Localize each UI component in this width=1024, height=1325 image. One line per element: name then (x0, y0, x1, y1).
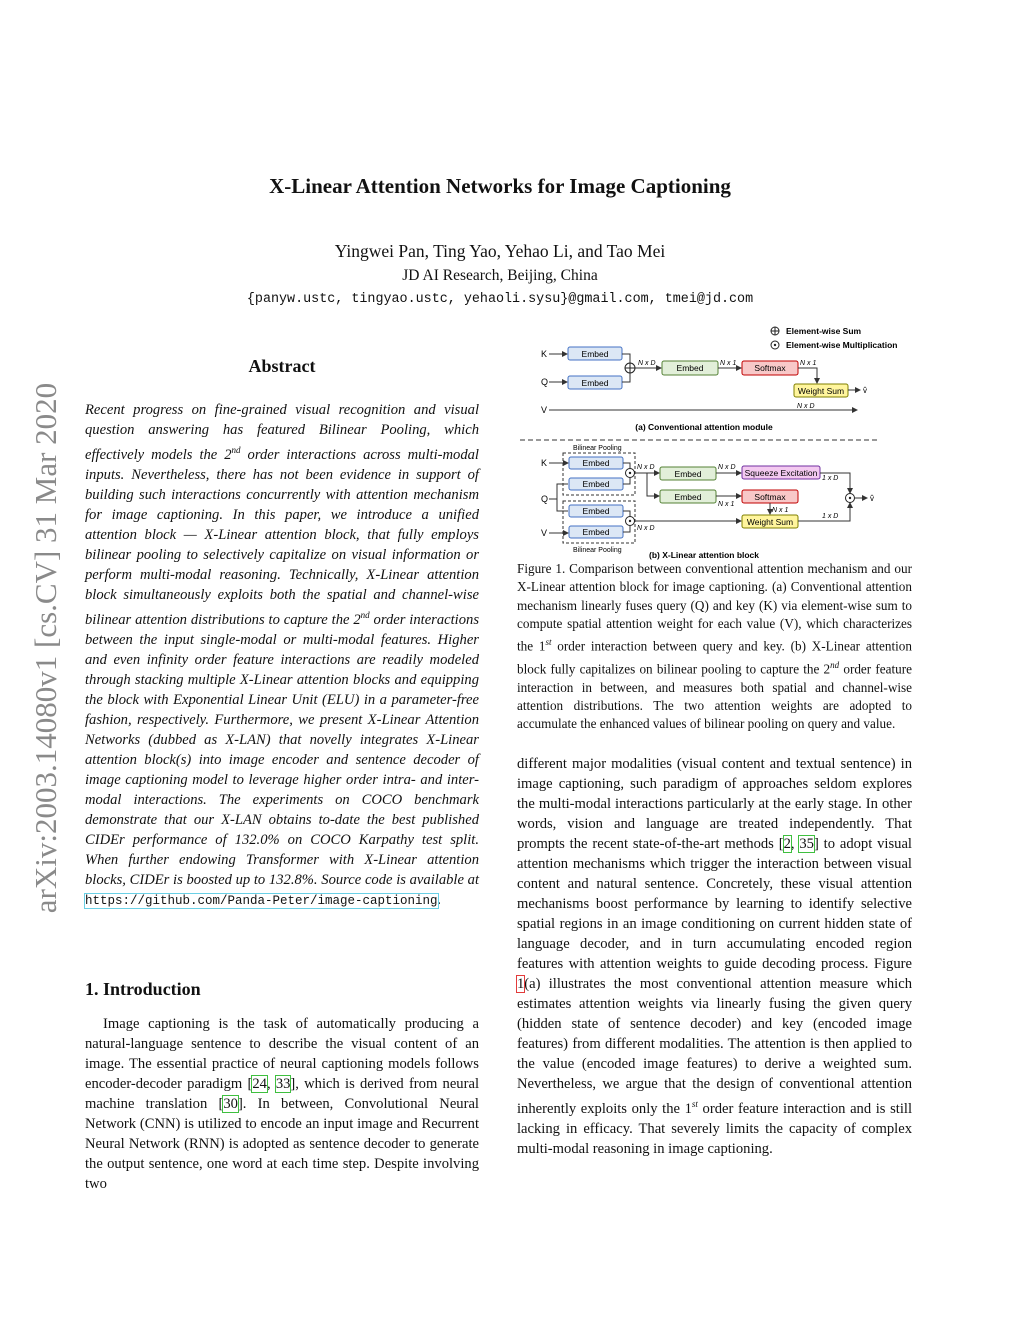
input-label-k: K (541, 458, 548, 468)
abstract-text: order interactions between the input single-modal or multi-modal features. Higher and even infinity order feature interactions are readily modeled through stacking multiple X-Linear attention blocks and equipping the block with Exponential Linear Unit (ELU) in a parameter-free fashion, respectively. Furthermore, we present X-Linear Attention Networks (dubbed as X-LAN) that novelly integrates X-Linear attention block(s) into image encoder and sentence decoder of image captioning model to leverage higher order intra- and inter-modal interactions. The experiments on COCO benchmark demonstrate that our X-LAN obtains to-date the best published CIDEr performance of 132.0% on COCO Karpathy test split. When further endowing Transformer with X-Linear attention blocks, CIDEr is boosted up to 132.8%. Source code is available at (85, 611, 480, 888)
dimension-label: N x D (637, 464, 655, 471)
body-text: , (790, 836, 800, 852)
body-text: , (266, 1076, 276, 1092)
embed-label: Embed (582, 479, 610, 489)
citation-link[interactable]: 2 (783, 836, 791, 852)
body-text: order feature interaction and is still lacking in efficacy. That severely limits the capacity of complex multi-modal reasoning in image captioning. (517, 1100, 912, 1157)
superscript: st (545, 637, 552, 648)
dot-glyph (774, 344, 776, 346)
body-text: ]. In between, Convolutional Neural Network (CNN) is utilized to encode an input image and Recurrent Neural Network (RNN) is adopted as sentence decoder to generate the output sentence, one word at each time step. Despite involving two (85, 1096, 479, 1192)
body-text: Image captioning is the task of automatically producing a natural-language sentence to describe the visual content of an image. The essential practice of neural captioning models follows encoder-decoder paradigm [ (85, 1016, 479, 1092)
introduction-paragraph-right (517, 754, 912, 1159)
input-label-q: Q (541, 377, 549, 387)
bilinear-pooling-label: Bilinear Pooling (573, 445, 622, 452)
author-list: Yingwei Pan, Ting Yao, Yehao Li, and Tao Mei (334, 241, 666, 261)
introduction-paragraph-left (85, 1014, 479, 1194)
body-text: ], which is derived from neural machine translation [ (85, 1076, 479, 1112)
legend-label-multiplication: Element-wise Multiplication (786, 340, 898, 350)
dimension-label: N x D (797, 403, 815, 410)
arxiv-identifier-stamp: arXiv:2003.14080v1 [cs.CV] 31 Mar 2020 (28, 382, 63, 914)
abstract-text: . (437, 891, 442, 908)
input-label-v: V (541, 528, 548, 538)
superscript: nd (360, 609, 370, 620)
superscript: st (691, 1099, 698, 1109)
figure-1-diagram (517, 322, 912, 562)
superscript: nd (231, 445, 241, 455)
citation-link[interactable]: 35 (799, 836, 814, 852)
section-heading-introduction: 1. Introduction (85, 979, 201, 999)
input-label-k: K (541, 349, 548, 359)
dimension-label: 1 x D (822, 475, 839, 482)
weight-sum-label: Weight Sum (797, 386, 845, 396)
legend-label-sum: Element-wise Sum (786, 326, 862, 336)
figure-reference-link[interactable]: 1 (517, 976, 525, 992)
citation-link[interactable]: 24 (252, 1076, 267, 1092)
dimension-label: N x 1 (718, 501, 735, 508)
subfigure-caption-a: (a) Conventional attention module (635, 422, 773, 432)
figure-legend (771, 326, 897, 350)
subfigure-caption-b: (b) X-Linear attention block (648, 550, 760, 560)
abstract-heading: Abstract (248, 356, 316, 376)
embed-label: Embed (582, 458, 610, 468)
body-text: different major modalities (visual content and textual sentence) in image captioning, such paradigm of approaches seldom explores the multi-modal interactions particularly at the early stage. In other words, vision and language are treated independently. That prompts the recent state-of-the-art methods [ (517, 756, 912, 852)
dimension-label: N x 1 (772, 507, 789, 514)
embed-label: Embed (581, 349, 609, 359)
dimension-label: N x D (638, 360, 656, 367)
caption-text: order interaction between query and key. (b) X-Linear attention block fully capitalizes on bilinear pooling to capture the 2 (517, 638, 912, 677)
squeeze-excitation-label: Squeeze Excitation (744, 468, 818, 478)
figure-1-svg (517, 322, 912, 562)
dimension-label: N x 1 (720, 360, 737, 367)
dimension-label: N x D (718, 464, 736, 471)
softmax-label: Softmax (754, 492, 786, 502)
dimension-label: 1 x D (822, 513, 839, 520)
embed-label: Embed (581, 378, 609, 388)
embed-label: Embed (676, 363, 704, 373)
affiliation: JD AI Research, Beijing, China (402, 267, 598, 284)
abstract-body (85, 400, 479, 911)
embed-label: Embed (674, 469, 702, 479)
input-label-v: V (541, 405, 548, 415)
abstract-text: Recent progress on fine-grained visual recognition and visual question answering has featured Bilinear Pooling, which effectively models the 2 (85, 402, 479, 463)
body-text: ] to adopt visual attention mechanisms which trigger the interaction between visual content and natural sentence. Concretely, these visual attention mechanisms boost performance by learning to identify selective spatial regions in an image conditioning on current hidden state of language decoder, and in turn accumulating encoded region features with attention weights to guide decoding process. Figure (517, 836, 912, 972)
paper-title: X-Linear Attention Networks for Image Captioning (269, 174, 731, 198)
x-linear-attention-block (541, 445, 874, 560)
citation-link[interactable]: 30 (223, 1096, 238, 1112)
weight-sum-label: Weight Sum (746, 517, 794, 527)
caption-text: order feature interaction in between, and measures both spatial and channel-wise attention distributions. The two attention weights are adopted to accumulate the enhanced values of bilinear pooling on query and value. (517, 661, 912, 732)
citation-link[interactable]: 33 (275, 1076, 291, 1092)
dimension-label: N x D (637, 525, 655, 532)
embed-label: Embed (674, 492, 702, 502)
input-label-q: Q (541, 494, 549, 504)
softmax-label: Softmax (754, 363, 786, 373)
body-text: (a) illustrates the most conventional attention measure which estimates attention weights via linearly fusing the given query (hidden state of sentence decoder) and key (encoded image features) from different modalities. The attention is then applied to the value (encoded image features) to derive a weighted sum. Nevertheless, we argue that the design of conventional attention inherently exploits only the 1 (517, 976, 912, 1117)
embed-label: Embed (582, 506, 610, 516)
output-label: v̂ (863, 386, 867, 395)
author-emails: {panyw.ustc, tingyao.ustc, yehaoli.sysu}@gmail.com, tmei@jd.com (246, 292, 754, 307)
abstract-text: order interactions across multi-modal inputs. Nevertheless, there has not been evidence in support of building such interactions concurrently with attention mechanism for image captioning. In this paper, we introduce a unified attention block — X-Linear attention block, that fully employs bilinear pooling to selectively capitalize on visual information or perform multi-modal reasoning. Technically, X-Linear attention block simultaneously exploits both the spatial and channel-wise bilinear attention distributions to capture the 2 (85, 446, 479, 628)
bilinear-pooling-label: Bilinear Pooling (573, 547, 622, 554)
figure-1-caption (517, 560, 912, 733)
caption-text: Figure 1. Comparison between conventional attention mechanism and our X-Linear attention block for image captioning. (a) Conventional attention mechanism linearly fuses query (Q) and key (K) via element-wise sum to compute spatial attention weight for each value (V), which characterizes the 1 (517, 561, 912, 654)
superscript: nd (830, 659, 840, 670)
dimension-label: N x 1 (800, 360, 817, 367)
source-code-link[interactable]: https://github.com/Panda-Peter/image-captioning (85, 893, 438, 908)
embed-label: Embed (582, 527, 610, 537)
output-label: v̂ (870, 494, 874, 503)
conventional-attention-module (541, 347, 867, 432)
